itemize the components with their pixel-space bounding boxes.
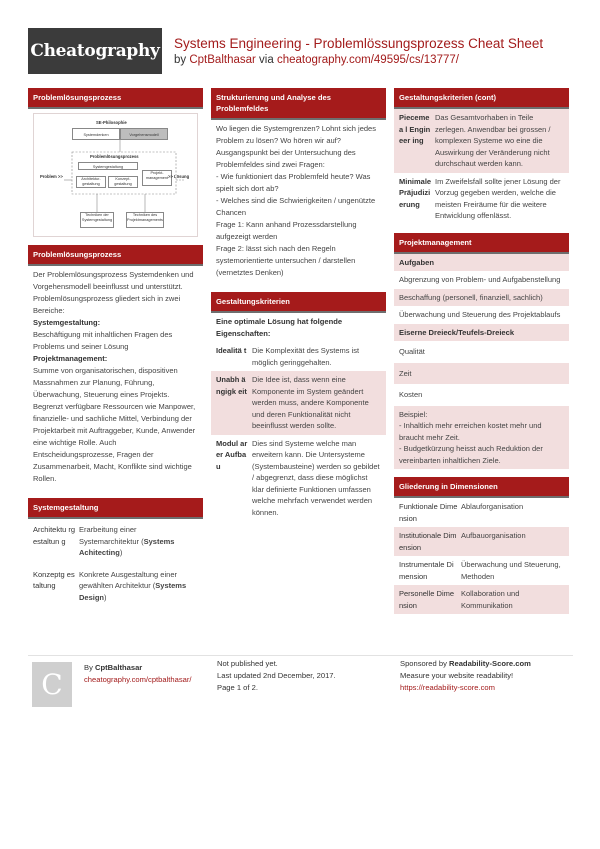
section-projektmanagement bbox=[394, 233, 569, 470]
paragraph: - Wie funktioniert das Problemfeld heute? Was spielt sich dort ab? bbox=[216, 172, 371, 193]
example-block bbox=[394, 406, 569, 470]
label-systemgestaltung: Systemgestaltung: bbox=[33, 318, 101, 327]
footer-status bbox=[217, 658, 387, 718]
row-key: Piecemea l Engineer ing bbox=[399, 113, 431, 145]
paragraph: Problemlösungsprozess gliedert sich in zwei Bereiche: bbox=[33, 294, 181, 315]
row-key: Idealitä t bbox=[216, 346, 247, 355]
row-value: Das Gesamtvorhaben in Teile zerlegen. Anwendbar bei grossen / komplexen Systeme wo eine die Auswirkung der Veränderung nicht durchschaut werden kann. bbox=[435, 113, 551, 168]
footer-author bbox=[28, 658, 208, 718]
byline-via: via bbox=[259, 54, 274, 66]
row-value: Im Zweifelsfall sollte jener Lösung der Vorzug gegeben werden, welche die meisten Freiräume für die weitere Entwicklung offenlässt. bbox=[435, 176, 561, 220]
row-key: Modul arer Aufbau bbox=[216, 438, 248, 471]
publish-status: Not published yet. bbox=[217, 659, 278, 668]
section-dimensionen bbox=[394, 477, 569, 614]
diagram-box-vorgehensmodell: Vorgehensmodell bbox=[120, 128, 168, 140]
row-value: Dies sind Systeme welche man erweitern kann. Die Untersysteme (Systembausteine) werden so gebildet / abgegrenzt, dass diese möglichst klar definierte Funktionen umfassen welche mehrfach verwendet werden können. bbox=[252, 438, 380, 517]
section-problemloesung-text bbox=[28, 245, 203, 490]
section-title: Systemgestaltung bbox=[28, 498, 203, 519]
table-row bbox=[394, 173, 569, 225]
footer-divider bbox=[28, 655, 573, 656]
table-row bbox=[394, 585, 569, 614]
paragraph: Frage 1: Kann anhand Prozessdarstellung aufgezeigt werden bbox=[216, 220, 357, 241]
paragraph: Beschäftigung mit inhaltlichen Fragen des Problems und seiner Lösung bbox=[33, 330, 173, 351]
list-item: Zeit bbox=[394, 363, 569, 385]
diagram-box-konzept: Konzept-gestaltung bbox=[108, 176, 138, 188]
list-item: Beschaffung (personell, finanziell, sachlich) bbox=[394, 289, 569, 307]
row-value: Konkrete Ausgestaltung einer gewählten Architektur (Systems Design) bbox=[79, 569, 187, 602]
row-value: Erarbeitung einer Systemarchitektur (Systems Achitecting) bbox=[79, 525, 175, 557]
list-item: Abgrenzung von Problem- und Aufgabenstellung bbox=[399, 275, 561, 284]
diagram-top-title: SE-Philosophie bbox=[96, 120, 127, 125]
list-item: Qualität bbox=[399, 347, 425, 356]
paragraph: Frage 2: lässt sich nach den Regeln systemorientierte untersuchen / darstellen (vernetztes Denken) bbox=[216, 244, 356, 277]
sponsor-text: Measure your website readability! bbox=[400, 671, 514, 680]
row-value: Die Idee ist, dass wenn eine Komponente im System geändert werden muss, andere Komponente und deren Funktionalität nicht beeinflusst werden sollte. bbox=[252, 375, 369, 430]
section-diagram bbox=[28, 88, 203, 237]
table-row bbox=[394, 109, 569, 173]
row-value: Kollaboration und Kommunikation bbox=[461, 589, 520, 610]
diagram-problem-label: Problem >> bbox=[40, 174, 63, 179]
section-title: Gliederung in Dimensionen bbox=[394, 477, 569, 498]
diagram-box-projektmanagement: Projekt-management bbox=[142, 170, 172, 186]
example-line: Beispiel: bbox=[399, 409, 428, 419]
row-key: Institutionale Dimension bbox=[399, 531, 457, 552]
table-row bbox=[211, 435, 386, 522]
sponsor-link[interactable]: https://readability-score.com bbox=[400, 683, 495, 692]
paragraph: Summe von organisatorischen, dispositiven Massnahmen zur Planung, Führung, Überwachung, Steuerung eines Projekts. Begrenzt verfügbare Ressourcen wie Manpower, finanzielle- und sachliche Mittel, Verbindung der Projektarbeit mit Auftraggeber, Kunde, Anwender eine wichtige Rolle. Auch Entscheidungsprozesse, Fragen der Zusammenarbeit, Macht, Konflikte sind wichtige Rollen. bbox=[33, 366, 196, 483]
diagram-box-techniken-projekt: Techniken des Projektmanagements bbox=[126, 212, 164, 228]
row-key: Konzeptg estaltung bbox=[33, 569, 75, 590]
page-number: Page 1 of 2. bbox=[217, 683, 258, 692]
diagram-box-systemdenken: Systemdenken bbox=[72, 128, 120, 140]
diagram-mid-title: Problemlösungsprozess bbox=[90, 154, 139, 159]
diagram-loesung-label: >> Lösung bbox=[168, 174, 190, 179]
section-title: Problemlösungsprozess bbox=[28, 245, 203, 266]
column-3 bbox=[394, 88, 569, 622]
sheet-url-link[interactable]: cheatography.com/49595/cs/13777/ bbox=[276, 54, 459, 66]
example-line: - Budgetkürzung heisst auch Reduktion der vereinbarten inhaltlichen Ziele. bbox=[399, 444, 543, 465]
subheading-aufgaben: Aufgaben bbox=[394, 254, 569, 272]
row-key: Instrumentale Dimension bbox=[399, 560, 454, 581]
table-row bbox=[394, 556, 569, 585]
section-strukturierung bbox=[211, 88, 386, 284]
section-subtitle: Eine optimale Lösung hat folgende Eigenschaften: bbox=[211, 313, 386, 342]
table-row bbox=[211, 371, 386, 435]
table-row bbox=[394, 527, 569, 556]
section-systemgestaltung bbox=[28, 498, 203, 606]
diagram-box-techniken-system: Techniken der Systemgestaltung bbox=[80, 212, 114, 228]
section-gestaltungskriterien-cont bbox=[394, 88, 569, 225]
table-row bbox=[28, 566, 203, 607]
row-value: Die Komplexität des Systems ist möglich geringgehalten. bbox=[252, 346, 360, 367]
paragraph: Ausgangspunkt bei der Untersuchung des Problemfeldes sind zwei Fragen: bbox=[216, 148, 356, 169]
section-body bbox=[28, 266, 203, 490]
list-item: Kosten bbox=[399, 390, 423, 399]
diagram-box-architektur: Architektur-gestaltung bbox=[76, 176, 106, 188]
section-gestaltungskriterien bbox=[211, 292, 386, 521]
footer-sponsor bbox=[400, 658, 575, 718]
byline-by: by bbox=[174, 54, 187, 66]
table-row bbox=[28, 519, 203, 562]
paragraph: Wo liegen die Systemgrenzen? Lohnt sich jedes Problem zu lösen? Wo hören wir auf? bbox=[216, 124, 376, 145]
label-projektmanagement: Projektmanagement: bbox=[33, 354, 108, 363]
row-key: Funktionale Dimension bbox=[399, 502, 458, 523]
section-title: Problemlösungsprozess bbox=[28, 88, 203, 109]
footer-author-text bbox=[84, 662, 214, 686]
section-title: Projektmanagement bbox=[394, 233, 569, 254]
footer-author-line: By CptBalthasar bbox=[84, 663, 143, 672]
section-title: Gestaltungskriterien (cont) bbox=[394, 88, 569, 109]
section-title: Strukturierung und Analyse des Problemfeldes bbox=[211, 88, 386, 120]
row-key: Minimale Präjudizi erung bbox=[399, 176, 432, 209]
cheatography-logo[interactable]: Cheatography bbox=[28, 28, 162, 74]
column-1 bbox=[28, 88, 203, 614]
page-title: Systems Engineering - Problemlössungsprozess Cheat Sheet bbox=[174, 36, 544, 51]
page-header bbox=[28, 28, 573, 74]
column-2 bbox=[211, 88, 386, 529]
row-key: Personelle Dimension bbox=[399, 589, 455, 610]
table-row bbox=[211, 342, 386, 371]
byline bbox=[174, 54, 459, 66]
last-updated: Last updated 2nd December, 2017. bbox=[217, 671, 336, 680]
footer-author-link[interactable]: cheatography.com/cptbalthasar/ bbox=[84, 675, 192, 684]
cheatography-c-logo: C bbox=[32, 662, 72, 707]
row-value: Aufbauorganisation bbox=[461, 531, 526, 540]
diagram-connectors bbox=[34, 114, 197, 236]
sponsor-line: Sponsored by Readability-Score.com bbox=[400, 659, 531, 668]
section-body bbox=[211, 120, 386, 284]
row-key: Architektu rgestaltun g bbox=[33, 525, 76, 546]
footer-author-name: CptBalthasar bbox=[95, 663, 143, 672]
section-title: Gestaltungskriterien bbox=[211, 292, 386, 313]
subheading-dreieck: Eiserne Dreieck/Teufels-Dreieck bbox=[394, 324, 569, 342]
row-key: Unabh ängigk eit bbox=[216, 375, 247, 396]
row-value: Überwachung und Steuerung, Methoden bbox=[461, 560, 561, 581]
sponsor-name: Readability-Score.com bbox=[449, 659, 531, 668]
paragraph: Der Problemlösungsprozess Systemdenken und Vorgehensmodell beeinflusst und unterstützt. bbox=[33, 270, 194, 291]
table-row bbox=[394, 498, 569, 527]
process-diagram bbox=[33, 113, 198, 237]
list-item: Überwachung und Steuerung des Projektablaufs bbox=[399, 310, 561, 319]
example-line: - Inhaltlich mehr erreichen kostet mehr und braucht mehr Zeit. bbox=[399, 421, 542, 442]
row-value: Ablauforganisation bbox=[461, 502, 524, 511]
author-link[interactable]: CptBalthasar bbox=[189, 54, 256, 66]
paragraph: - Welches sind die Schwierigkeiten / ungenützte Chancen bbox=[216, 196, 376, 217]
diagram-box-systemgestaltung: Systemgestaltung bbox=[78, 162, 138, 170]
